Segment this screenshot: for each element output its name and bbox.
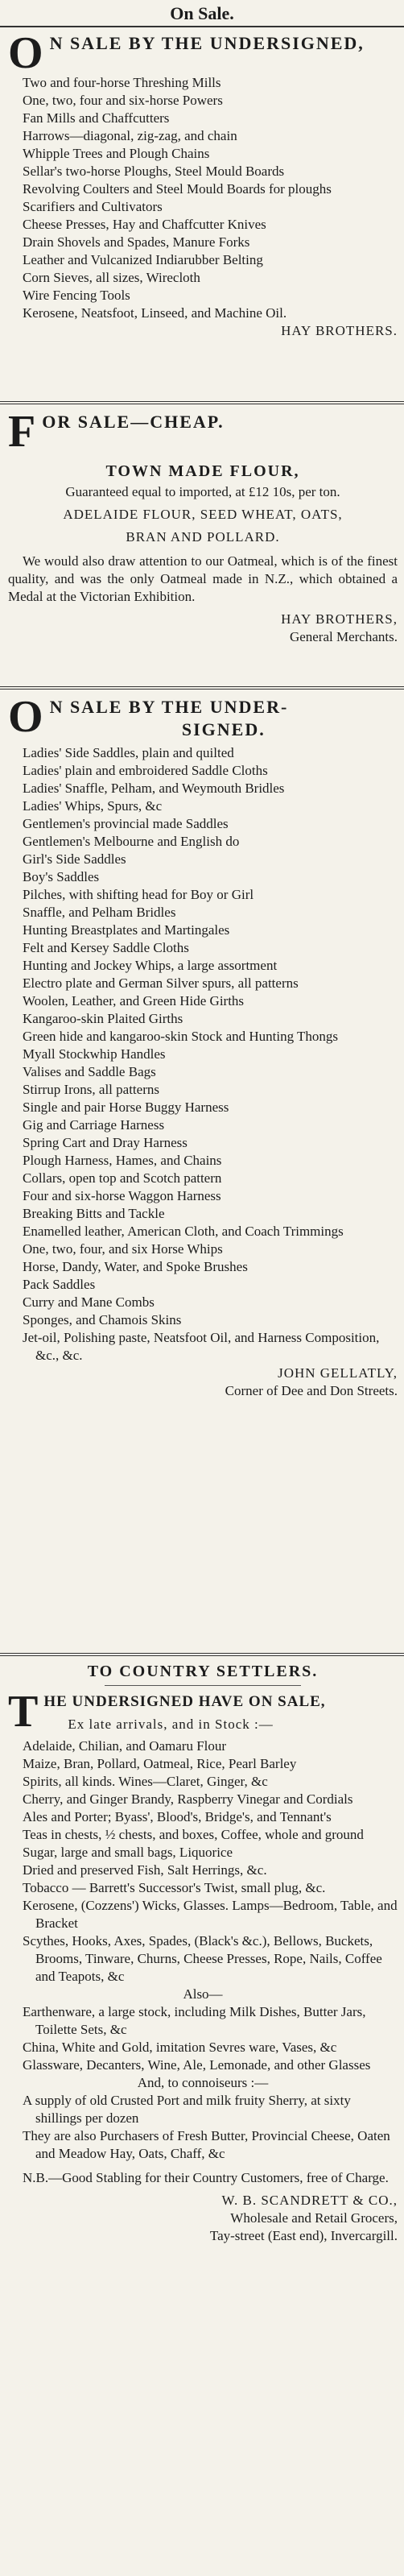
- list-item: Snaffle, and Pelham Bridles: [23, 905, 176, 920]
- list-item: Myall Stockwhip Handles: [23, 1046, 166, 1062]
- ad4-connoisseurs-heading: And, to connoiseurs :—: [137, 2075, 269, 2090]
- list-item: Teas in chests, ½ chests, and boxes, Coffee, whole and ground: [23, 1827, 364, 1842]
- list-item: Dried and preserved Fish, Salt Herrings, &c.: [23, 1862, 267, 1878]
- list-item: Pack Saddles: [23, 1277, 96, 1292]
- ad-john-gellatly: [8, 692, 398, 1400]
- list-item: Harrows—diagonal, zig-zag, and chain: [23, 128, 237, 143]
- list-item: Four and six-horse Waggon Harness: [23, 1188, 221, 1203]
- list-item: Glassware, Decanters, Wine, Ale, Lemonade, and other Glasses: [23, 2057, 371, 2073]
- list-item: Girl's Side Saddles: [23, 851, 126, 867]
- list-item: Scythes, Hooks, Axes, Spades, (Black's &c.), Bellows, Buckets, Brooms, Tinware, Churns, Cheese Presses, Rope, Nails, Coffee and Teapots, &c: [23, 1933, 382, 1984]
- ad1-dropcap: O: [8, 28, 45, 78]
- list-item: Leather and Vulcanized Indiarubber Belting: [23, 252, 263, 267]
- list-item: Sugar, large and small bags, Liquorice: [23, 1845, 233, 1860]
- list-item: China, White and Gold, imitation Sevres ware, Vases, &c: [23, 2040, 337, 2055]
- list-item: Spring Cart and Dray Harness: [23, 1135, 188, 1150]
- ad2-title: TOWN MADE FLOUR,: [105, 462, 300, 480]
- list-item: Boy's Saddles: [23, 869, 100, 884]
- list-item: Ladies' Side Saddles, plain and quilted: [23, 745, 234, 760]
- ad3-header: [8, 692, 398, 742]
- list-item: Sellar's two-horse Ploughs, Steel Mould Boards: [23, 164, 285, 179]
- ad2-header: [8, 407, 398, 457]
- ad2-paragraph: We would also draw attention to our Oatmeal, which is of the finest quality, and was the only Oatmeal made in N.Z., which obtained a Medal at the Victorian Exhibition.: [8, 553, 398, 604]
- ad3-signature: JOHN GELLATLY,: [278, 1365, 398, 1381]
- ad3-signature-subtitle: Corner of Dee and Don Streets.: [225, 1383, 398, 1398]
- list-item: Hunting and Jockey Whips, a large assortment: [23, 958, 278, 973]
- list-item: Fan Mills and Chaffcutters: [23, 110, 170, 126]
- ad4-item-list-3: [8, 2092, 398, 2163]
- ad-hay-brothers-machinery: [8, 28, 398, 340]
- ad4-subhead: Ex late arrivals, and in Stock :—: [68, 1717, 274, 1732]
- ad2-header-text: OR SALE—CHEAP.: [42, 412, 225, 432]
- ad3-header-text: N SALE BY THE UNDER-: [49, 697, 289, 717]
- ad3-dropcap: O: [8, 692, 45, 742]
- ad4-item-list: [8, 1737, 398, 1986]
- list-item: Kerosene, Neatsfoot, Linseed, and Machine Oil.: [23, 305, 287, 321]
- list-item: Maize, Bran, Pollard, Oatmeal, Rice, Pearl Barley: [23, 1756, 297, 1771]
- ad2-dropcap: F: [8, 407, 38, 457]
- ad4-nb: N.B.—Good Stabling for their Country Customers, free of Charge.: [23, 2170, 389, 2185]
- list-item: A supply of old Crusted Port and milk fruity Sherry, at sixty shillings per dozen: [23, 2093, 351, 2126]
- list-item: Pilches, with shifting head for Boy or Girl: [23, 887, 254, 902]
- ad4-item-list-2: [8, 2003, 398, 2074]
- list-item: Drain Shovels and Spades, Manure Forks: [23, 234, 250, 250]
- list-item: Felt and Kersey Saddle Cloths: [23, 940, 189, 955]
- ad4-header: [8, 1687, 398, 1737]
- list-item: Valises and Saddle Bags: [23, 1064, 156, 1079]
- list-item: One, two, four and six-horse Powers: [23, 93, 223, 108]
- list-item: Curry and Mane Combs: [23, 1294, 155, 1310]
- divider: [0, 686, 404, 690]
- list-item: Ladies' Snaffle, Pelham, and Weymouth Bridles: [23, 781, 285, 796]
- list-item: Green hide and kangaroo-skin Stock and Hunting Thongs: [23, 1029, 339, 1044]
- ad4-also: Also—: [183, 1986, 223, 2002]
- list-item: Wire Fencing Tools: [23, 288, 130, 303]
- top-heading: On Sale.: [170, 3, 234, 23]
- list-item: Gig and Carriage Harness: [23, 1117, 165, 1133]
- list-item: Corn Sieves, all sizes, Wirecloth: [23, 270, 200, 285]
- list-item: Woolen, Leather, and Green Hide Girths: [23, 993, 245, 1008]
- list-item: Gentlemen's Melbourne and English do: [23, 834, 240, 849]
- list-item: Single and pair Horse Buggy Harness: [23, 1100, 229, 1115]
- list-item: Kerosene, (Cozzens') Wicks, Glasses. Lamps—Bedroom, Table, and Bracket: [23, 1898, 398, 1931]
- list-item: Earthenware, a large stock, including Milk Dishes, Butter Jars, Toilette Sets, &c: [23, 2004, 366, 2037]
- list-item: Adelaide, Chilian, and Oamaru Flour: [23, 1738, 227, 1754]
- list-item: Plough Harness, Hames, and Chains: [23, 1153, 222, 1168]
- list-item: Electro plate and German Silver spurs, all patterns: [23, 975, 299, 991]
- list-item: Sponges, and Chamois Skins: [23, 1312, 182, 1327]
- ad2-guarantee: Guaranteed equal to imported, at £12 10s, per ton.: [65, 484, 340, 499]
- ad4-signature: W. B. SCANDRETT & CO.,: [221, 2193, 398, 2208]
- ad4-header-text: HE UNDERSIGNED HAVE ON SALE,: [43, 1693, 326, 1710]
- list-item: Enamelled leather, American Cloth, and Coach Trimmings: [23, 1224, 344, 1239]
- list-item: Gentlemen's provincial made Saddles: [23, 816, 229, 831]
- list-item: Collars, open top and Scotch pattern: [23, 1170, 222, 1186]
- divider: [0, 1653, 404, 1656]
- list-item: Revolving Coulters and Steel Mould Boards for ploughs: [23, 181, 332, 197]
- ad2-line2: BRAN AND POLLARD.: [126, 529, 280, 545]
- ad2-signature-subtitle: General Merchants.: [289, 629, 398, 644]
- list-item: One, two, four, and six Horse Whips: [23, 1241, 223, 1257]
- list-item: Ladies' plain and embroidered Saddle Cloths: [23, 763, 268, 778]
- ad-scandrett: [8, 1659, 398, 2245]
- divider: [0, 401, 404, 404]
- list-item: Jet-oil, Polishing paste, Neatsfoot Oil, and Harness Composition, &c., &c.: [23, 1330, 380, 1363]
- ad1-header-text: N SALE BY THE UNDERSIGNED,: [49, 33, 365, 53]
- list-item: Hunting Breastplates and Martingales: [23, 922, 230, 938]
- list-item: Kangaroo-skin Plaited Girths: [23, 1011, 183, 1026]
- ad2-signature: HAY BROTHERS,: [281, 611, 398, 627]
- ad1-item-list: [8, 74, 398, 322]
- list-item: Scarifiers and Cultivators: [23, 199, 163, 214]
- ad-hay-brothers-flour: [8, 407, 398, 646]
- list-item: Stirrup Irons, all patterns: [23, 1082, 159, 1097]
- ad4-signature-address: Tay-street (East end), Invercargill.: [209, 2228, 398, 2243]
- ad3-header-text2: SIGNED.: [181, 719, 266, 739]
- list-item: Whipple Trees and Plough Chains: [23, 146, 210, 161]
- list-item: Two and four-horse Threshing Mills: [23, 75, 221, 90]
- ad4-title: TO COUNTRY SETTLERS.: [87, 1663, 319, 1680]
- list-item: Cherry, and Ginger Brandy, Raspberry Vinegar and Cordials: [23, 1791, 353, 1807]
- list-item: Breaking Bitts and Tackle: [23, 1206, 165, 1221]
- ad4-dropcap: T: [8, 1687, 39, 1737]
- ad1-signature: HAY BROTHERS.: [281, 323, 398, 338]
- list-item: Cheese Presses, Hay and Chaffcutter Knives: [23, 217, 266, 232]
- list-item: Horse, Dandy, Water, and Spoke Brushes: [23, 1259, 248, 1274]
- ad3-item-list: [8, 744, 398, 1365]
- list-item: Spirits, all kinds. Wines—Claret, Ginger, &c: [23, 1774, 268, 1789]
- ad4-signature-subtitle: Wholesale and Retail Grocers,: [230, 2210, 398, 2226]
- ad1-header: [8, 28, 398, 78]
- list-item: Ladies' Whips, Spurs, &c: [23, 798, 163, 814]
- list-item: They are also Purchasers of Fresh Butter, Provincial Cheese, Oaten and Meadow Hay, Oats, Chaff, &c: [23, 2128, 390, 2161]
- list-item: Ales and Porter; Byass', Blood's, Bridge's, and Tennant's: [23, 1809, 332, 1824]
- ad2-line1: ADELAIDE FLOUR, SEED WHEAT, OATS,: [63, 507, 343, 522]
- divider: [0, 26, 404, 27]
- list-item: Tobacco — Barrett's Successor's Twist, small plug, &c.: [23, 1880, 326, 1895]
